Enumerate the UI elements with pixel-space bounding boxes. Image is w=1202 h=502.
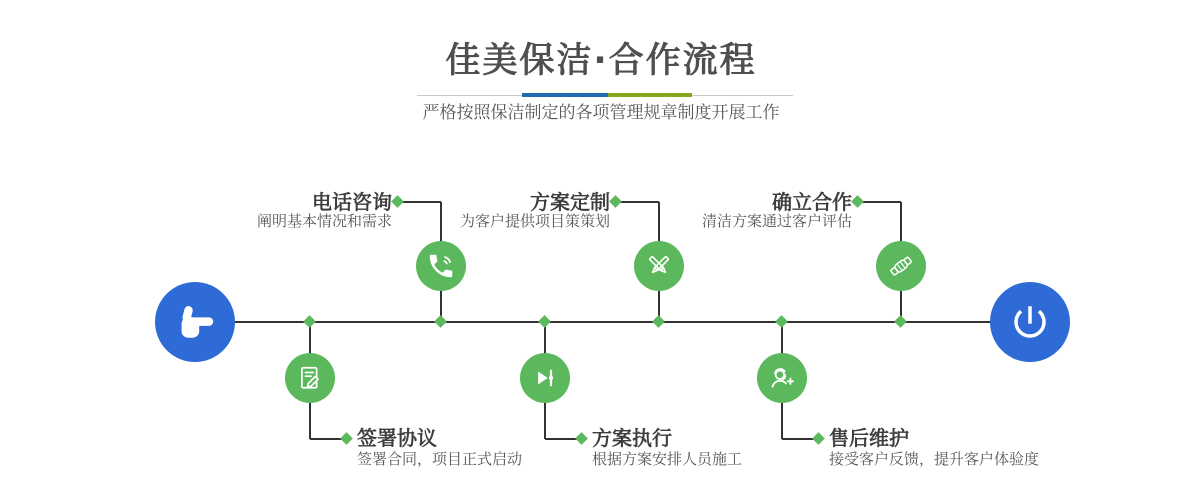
phone-icon (426, 251, 456, 281)
step5-title: 方案执行 (592, 426, 672, 450)
timeline-marker-step3 (894, 315, 907, 328)
timeline-start-node (155, 282, 235, 362)
connector-step3-h (861, 201, 901, 203)
step6-title: 售后维护 (829, 426, 909, 450)
page-title: 佳美保洁·合作流程 (445, 41, 757, 81)
step2-desc: 为客户提供项目策策划 (459, 212, 610, 230)
connector-step4-h (310, 438, 343, 440)
step3-node (876, 241, 926, 291)
step4-desc: 签署合同，项目正式启动 (357, 450, 523, 468)
step5-node (520, 353, 570, 403)
play-slider-icon (530, 363, 560, 393)
pointing-hand-icon (172, 299, 218, 345)
timeline-marker-step6 (775, 315, 788, 328)
title-divider (417, 92, 793, 98)
step6-node (757, 353, 807, 403)
label-marker-step4 (340, 432, 353, 445)
step6-desc: 接受客户反馈，提升客户体验度 (829, 450, 1040, 468)
label-marker-step6 (812, 432, 825, 445)
step1-title: 电话咨询 (312, 190, 392, 214)
step3-desc: 清洁方案通过客户评估 (701, 212, 852, 230)
connector-step2-h (619, 201, 659, 203)
step1-node (416, 241, 466, 291)
step4-title: 签署协议 (357, 426, 437, 450)
timeline-marker-step2 (652, 315, 665, 328)
divider-green-segment (608, 93, 692, 97)
divider-blue-segment (522, 93, 608, 97)
step2-title: 方案定制 (530, 190, 610, 214)
step5-desc: 根据方案安排人员施工 (592, 450, 743, 468)
label-marker-step3 (851, 195, 864, 208)
handshake-icon (886, 251, 916, 281)
timeline-marker-step5 (538, 315, 551, 328)
label-marker-step5 (575, 432, 588, 445)
step3-title: 确立合作 (772, 190, 852, 214)
step1-desc: 阐明基本情况和需求 (256, 212, 392, 230)
label-marker-step1 (391, 195, 404, 208)
connector-step6-h (782, 438, 815, 440)
contract-icon (295, 363, 325, 393)
timeline-marker-step1 (434, 315, 447, 328)
connector-step1-h (401, 201, 441, 203)
page-subtitle: 严格按照保洁制定的各项管理规章制度开展工作 (422, 103, 780, 123)
step2-node (634, 241, 684, 291)
power-icon (1009, 301, 1051, 343)
timeline-marker-step4 (303, 315, 316, 328)
connector-step5-h (545, 438, 578, 440)
timeline-end-node (990, 282, 1070, 362)
pen-pencil-icon (644, 251, 674, 281)
headset-icon (767, 363, 797, 393)
label-marker-step2 (609, 195, 622, 208)
step4-node (285, 353, 335, 403)
